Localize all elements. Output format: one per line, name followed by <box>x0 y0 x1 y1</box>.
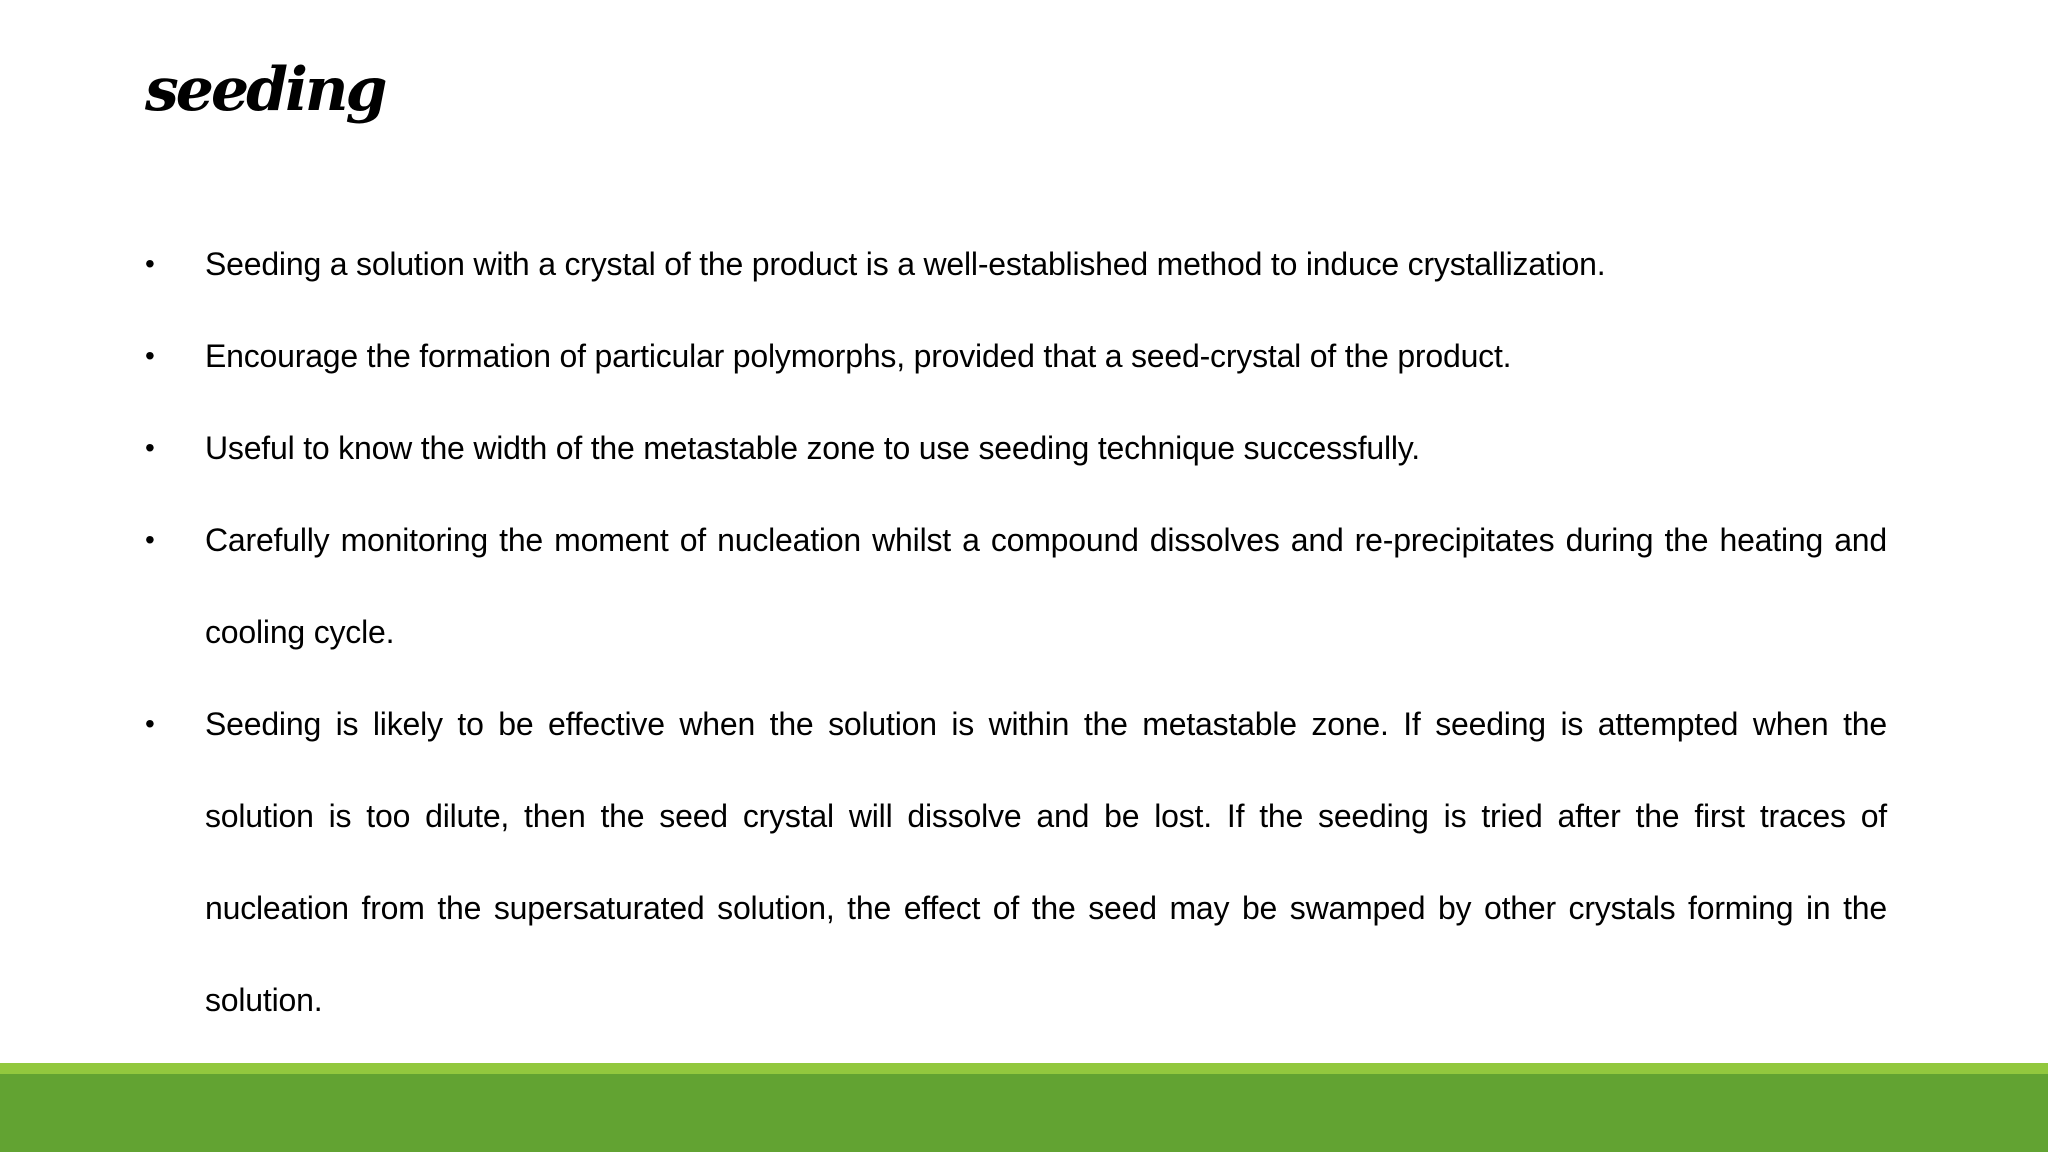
bullet-text: Carefully monitoring the moment of nucleation whilst a compound dissolves and re-precipitates during the heating and cooling cycle. <box>205 522 1887 650</box>
bullet-icon: • <box>145 248 155 279</box>
bullet-icon: • <box>145 708 155 739</box>
bullet-item-4 <box>145 494 1887 678</box>
bullet-text: Seeding a solution with a crystal of the product is a well-established method to induce crystallization. <box>205 246 1606 282</box>
bullet-item-1 <box>145 218 1887 310</box>
bullet-icon: • <box>145 524 155 555</box>
bullet-text: Seeding is likely to be effective when the solution is within the metastable zone. If seeding is attempted when the solution is too dilute, then the seed crystal will dissolve and be lost. If the seeding is tried after the first traces of nucleation from the supersaturated solution, the effect of the seed may be swamped by other crystals forming in the solution. <box>205 706 1887 1018</box>
bullet-icon: • <box>145 340 155 371</box>
bullet-text: Encourage the formation of particular polymorphs, provided that a seed-crystal of the product. <box>205 338 1512 374</box>
bullet-item-3 <box>145 402 1887 494</box>
bullet-item-5 <box>145 678 1887 1046</box>
footer-band <box>0 1074 2048 1152</box>
bullet-list <box>145 218 1887 1046</box>
bullet-text: Useful to know the width of the metastable zone to use seeding technique successfully. <box>205 430 1420 466</box>
bullet-item-2 <box>145 310 1887 402</box>
slide-title: seeding <box>145 55 385 125</box>
bullet-icon: • <box>145 432 155 463</box>
footer-accent-stripe <box>0 1063 2048 1074</box>
